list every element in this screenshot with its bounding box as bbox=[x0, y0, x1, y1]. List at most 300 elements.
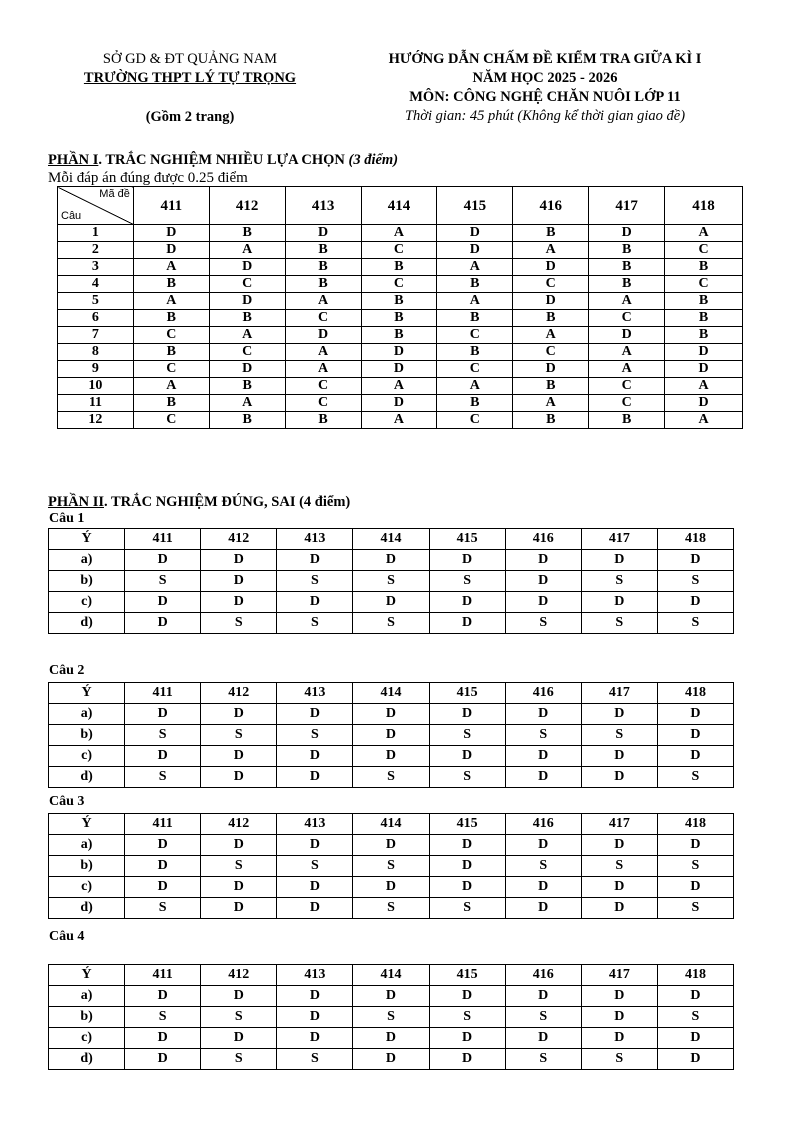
item-label-cell: b) bbox=[49, 1007, 125, 1028]
answer-cell: A bbox=[361, 378, 437, 395]
answer-cell: D bbox=[125, 550, 201, 571]
answer-cell: S bbox=[201, 1049, 277, 1070]
true-false-table bbox=[48, 813, 734, 919]
answer-cell: D bbox=[277, 550, 353, 571]
table-row bbox=[49, 856, 734, 877]
table-row bbox=[49, 986, 734, 1007]
answer-cell: B bbox=[589, 412, 665, 429]
answer-cell: C bbox=[133, 361, 209, 378]
answer-cell: A bbox=[209, 242, 285, 259]
answer-cell: D bbox=[353, 1049, 429, 1070]
answer-cell: D bbox=[505, 1028, 581, 1049]
answer-cell: B bbox=[513, 310, 589, 327]
answer-cell: D bbox=[581, 704, 657, 725]
answer-cell: D bbox=[657, 986, 733, 1007]
corner-bottom-label: Câu bbox=[61, 210, 82, 222]
answer-cell: B bbox=[285, 242, 361, 259]
answer-cell: D bbox=[133, 242, 209, 259]
exam-code-header: 418 bbox=[657, 814, 733, 835]
answer-cell: D bbox=[201, 767, 277, 788]
answer-cell: C bbox=[665, 242, 743, 259]
answer-cell: B bbox=[513, 412, 589, 429]
answer-cell: D bbox=[201, 898, 277, 919]
answer-cell: B bbox=[209, 225, 285, 242]
exam-code-header: 416 bbox=[505, 683, 581, 704]
page-count: (Gồm 2 trang) bbox=[145, 109, 235, 125]
table-row bbox=[58, 412, 743, 429]
table-row bbox=[49, 592, 734, 613]
table-row bbox=[58, 395, 743, 412]
answer-cell: C bbox=[513, 276, 589, 293]
answer-cell: S bbox=[505, 856, 581, 877]
answer-cell: C bbox=[437, 412, 513, 429]
answer-cell: B bbox=[589, 276, 665, 293]
answer-cell: D bbox=[201, 704, 277, 725]
table-row bbox=[49, 1049, 734, 1070]
answer-cell: D bbox=[353, 746, 429, 767]
answer-cell: C bbox=[589, 310, 665, 327]
answer-cell: D bbox=[353, 986, 429, 1007]
answer-cell: S bbox=[353, 1007, 429, 1028]
part1-title: . TRẮC NGHIỆM NHIỀU LỰA CHỌN bbox=[98, 152, 349, 168]
exam-code-header: 418 bbox=[657, 683, 733, 704]
answer-cell: D bbox=[581, 835, 657, 856]
answer-cell: D bbox=[581, 877, 657, 898]
answer-cell: D bbox=[125, 877, 201, 898]
answer-cell: S bbox=[581, 856, 657, 877]
question-number-cell: 3 bbox=[58, 259, 134, 276]
answer-cell: D bbox=[429, 550, 505, 571]
item-label-cell: a) bbox=[49, 704, 125, 725]
answer-cell: S bbox=[277, 725, 353, 746]
answer-cell: B bbox=[513, 378, 589, 395]
time-line: Thời gian: 45 phút (Không kể thời gian giao đề) bbox=[404, 108, 686, 124]
answer-cell: S bbox=[125, 571, 201, 592]
answer-cell: C bbox=[285, 310, 361, 327]
answer-cell: A bbox=[361, 412, 437, 429]
question-number-cell: 6 bbox=[58, 310, 134, 327]
answer-cell: A bbox=[437, 259, 513, 276]
answer-cell: D bbox=[505, 746, 581, 767]
true-false-table bbox=[48, 528, 734, 634]
answer-cell: D bbox=[429, 1028, 505, 1049]
answer-cell: D bbox=[505, 898, 581, 919]
answer-cell: S bbox=[429, 725, 505, 746]
item-label-cell: d) bbox=[49, 898, 125, 919]
answer-cell: D bbox=[657, 592, 733, 613]
table-row bbox=[58, 225, 743, 242]
answer-cell: S bbox=[429, 898, 505, 919]
question-number-cell: 5 bbox=[58, 293, 134, 310]
question-number-cell: 11 bbox=[58, 395, 134, 412]
table-row bbox=[58, 293, 743, 310]
answer-cell: D bbox=[429, 592, 505, 613]
answer-cell: A bbox=[513, 327, 589, 344]
answer-cell: D bbox=[353, 725, 429, 746]
exam-code-header: 416 bbox=[505, 965, 581, 986]
table-row bbox=[49, 1028, 734, 1049]
answer-cell: D bbox=[581, 550, 657, 571]
answer-cell: C bbox=[133, 412, 209, 429]
answer-cell: S bbox=[505, 725, 581, 746]
item-label-cell: d) bbox=[49, 613, 125, 634]
exam-code-header: 411 bbox=[125, 683, 201, 704]
answer-cell: D bbox=[581, 898, 657, 919]
answer-cell: D bbox=[201, 986, 277, 1007]
answer-cell: D bbox=[209, 259, 285, 276]
exam-code-header: 413 bbox=[277, 683, 353, 704]
answer-cell: A bbox=[285, 293, 361, 310]
answer-cell: B bbox=[437, 344, 513, 361]
exam-code-header: 416 bbox=[505, 529, 581, 550]
answer-cell: D bbox=[353, 1028, 429, 1049]
item-header: Ý bbox=[49, 529, 125, 550]
item-label-cell: c) bbox=[49, 592, 125, 613]
table-row bbox=[58, 344, 743, 361]
answer-cell: S bbox=[429, 571, 505, 592]
answer-cell: A bbox=[513, 242, 589, 259]
answer-cell: A bbox=[665, 225, 743, 242]
table-row bbox=[58, 276, 743, 293]
answer-cell: B bbox=[209, 412, 285, 429]
answer-cell: D bbox=[201, 1028, 277, 1049]
answer-cell: D bbox=[505, 592, 581, 613]
exam-code-header: 417 bbox=[581, 683, 657, 704]
answer-cell: S bbox=[353, 767, 429, 788]
answer-cell: C bbox=[285, 378, 361, 395]
answer-cell: D bbox=[201, 877, 277, 898]
exam-code-header: 414 bbox=[353, 965, 429, 986]
item-label-cell: c) bbox=[49, 746, 125, 767]
answer-cell: B bbox=[133, 310, 209, 327]
answer-cell: S bbox=[201, 856, 277, 877]
answer-cell: C bbox=[589, 378, 665, 395]
answer-cell: S bbox=[657, 898, 733, 919]
answer-cell: D bbox=[513, 293, 589, 310]
answer-cell: D bbox=[125, 1028, 201, 1049]
header-left bbox=[55, 50, 325, 127]
answer-cell: D bbox=[657, 1028, 733, 1049]
answer-cell: D bbox=[125, 1049, 201, 1070]
answer-cell: A bbox=[665, 412, 743, 429]
table-header-row bbox=[49, 965, 734, 986]
exam-code-header: 413 bbox=[285, 187, 361, 225]
answer-cell: S bbox=[657, 1007, 733, 1028]
answer-cell: D bbox=[665, 395, 743, 412]
answer-cell: D bbox=[277, 1007, 353, 1028]
answer-cell: B bbox=[133, 395, 209, 412]
part2-heading bbox=[48, 493, 350, 511]
question-number-cell: 9 bbox=[58, 361, 134, 378]
answer-cell: S bbox=[201, 1007, 277, 1028]
answer-cell: B bbox=[209, 310, 285, 327]
table-header-row bbox=[49, 683, 734, 704]
exam-code-header: 413 bbox=[277, 529, 353, 550]
answer-cell: D bbox=[277, 898, 353, 919]
answer-cell: A bbox=[285, 344, 361, 361]
exam-code-header: 412 bbox=[201, 529, 277, 550]
exam-code-header: 413 bbox=[277, 965, 353, 986]
answer-cell: S bbox=[277, 856, 353, 877]
answer-cell: S bbox=[429, 767, 505, 788]
answer-cell: C bbox=[361, 276, 437, 293]
answer-cell: D bbox=[125, 856, 201, 877]
answer-cell: S bbox=[657, 571, 733, 592]
answer-cell: C bbox=[437, 327, 513, 344]
exam-code-header: 417 bbox=[589, 187, 665, 225]
table-row bbox=[58, 361, 743, 378]
answer-cell: A bbox=[513, 395, 589, 412]
table-row bbox=[49, 1007, 734, 1028]
answer-cell: D bbox=[201, 746, 277, 767]
answer-cell: A bbox=[133, 293, 209, 310]
exam-code-header: 415 bbox=[429, 683, 505, 704]
answer-cell: D bbox=[285, 225, 361, 242]
answer-cell: D bbox=[505, 877, 581, 898]
answer-cell: D bbox=[657, 746, 733, 767]
subject-line: MÔN: CÔNG NGHỆ CHĂN NUÔI LỚP 11 bbox=[409, 89, 681, 105]
answer-cell: B bbox=[361, 310, 437, 327]
answer-cell: D bbox=[513, 361, 589, 378]
question-number-cell: 2 bbox=[58, 242, 134, 259]
answer-cell: A bbox=[665, 378, 743, 395]
answer-cell: S bbox=[125, 767, 201, 788]
answer-cell: A bbox=[133, 259, 209, 276]
answer-cell: D bbox=[505, 550, 581, 571]
answer-cell: D bbox=[505, 835, 581, 856]
answer-cell: B bbox=[589, 242, 665, 259]
part1-answer-table bbox=[57, 186, 743, 429]
answer-cell: S bbox=[581, 725, 657, 746]
table-row bbox=[58, 310, 743, 327]
answer-cell: D bbox=[581, 986, 657, 1007]
answer-cell: D bbox=[429, 877, 505, 898]
item-label-cell: a) bbox=[49, 835, 125, 856]
table-row bbox=[58, 242, 743, 259]
answer-cell: B bbox=[665, 259, 743, 276]
answer-cell: D bbox=[361, 344, 437, 361]
exam-code-header: 413 bbox=[277, 814, 353, 835]
answer-cell: D bbox=[353, 592, 429, 613]
answer-cell: B bbox=[133, 276, 209, 293]
answer-cell: S bbox=[125, 1007, 201, 1028]
answer-cell: D bbox=[125, 592, 201, 613]
exam-code-header: 415 bbox=[429, 814, 505, 835]
answer-cell: D bbox=[429, 704, 505, 725]
answer-cell: D bbox=[361, 395, 437, 412]
answer-cell: D bbox=[657, 704, 733, 725]
table-row bbox=[49, 877, 734, 898]
answer-cell: B bbox=[665, 310, 743, 327]
answer-cell: D bbox=[657, 550, 733, 571]
answer-cell: D bbox=[353, 704, 429, 725]
answer-cell: S bbox=[201, 613, 277, 634]
answer-cell: S bbox=[657, 613, 733, 634]
header-right bbox=[345, 50, 745, 126]
answer-cell: B bbox=[133, 344, 209, 361]
exam-code-header: 415 bbox=[437, 187, 513, 225]
table-row bbox=[49, 550, 734, 571]
table-header-row bbox=[49, 814, 734, 835]
school-year: NĂM HỌC 2025 - 2026 bbox=[472, 70, 618, 86]
answer-cell: D bbox=[125, 835, 201, 856]
answer-cell: S bbox=[277, 571, 353, 592]
answer-cell: S bbox=[581, 1049, 657, 1070]
answer-cell: D bbox=[657, 877, 733, 898]
answer-cell: D bbox=[209, 293, 285, 310]
answer-cell: D bbox=[361, 361, 437, 378]
answer-cell: A bbox=[361, 225, 437, 242]
answer-cell: D bbox=[589, 327, 665, 344]
answer-cell: D bbox=[125, 704, 201, 725]
part2-label: PHẦN II bbox=[48, 494, 104, 510]
answer-cell: C bbox=[361, 242, 437, 259]
answer-cell: S bbox=[429, 1007, 505, 1028]
answer-cell: B bbox=[513, 225, 589, 242]
answer-cell: D bbox=[277, 767, 353, 788]
true-false-table bbox=[48, 682, 734, 788]
question-number-cell: 10 bbox=[58, 378, 134, 395]
question-label: Câu 3 bbox=[49, 794, 85, 809]
table-row bbox=[49, 613, 734, 634]
answer-cell: C bbox=[209, 276, 285, 293]
answer-cell: A bbox=[589, 293, 665, 310]
exam-code-header: 412 bbox=[201, 683, 277, 704]
answer-cell: D bbox=[285, 327, 361, 344]
answer-cell: D bbox=[505, 704, 581, 725]
item-label-cell: b) bbox=[49, 856, 125, 877]
answer-cell: B bbox=[361, 293, 437, 310]
table-header-row bbox=[49, 529, 734, 550]
item-header: Ý bbox=[49, 965, 125, 986]
exam-code-header: 414 bbox=[353, 683, 429, 704]
answer-cell: D bbox=[201, 571, 277, 592]
answer-cell: A bbox=[285, 361, 361, 378]
item-label-cell: d) bbox=[49, 767, 125, 788]
exam-code-header: 418 bbox=[657, 965, 733, 986]
exam-code-header: 412 bbox=[209, 187, 285, 225]
answer-cell: D bbox=[201, 550, 277, 571]
answer-cell: D bbox=[201, 835, 277, 856]
answer-cell: D bbox=[353, 877, 429, 898]
exam-code-header: 414 bbox=[353, 529, 429, 550]
exam-code-header: 411 bbox=[125, 965, 201, 986]
exam-code-header: 415 bbox=[429, 965, 505, 986]
answer-cell: S bbox=[581, 571, 657, 592]
answer-cell: A bbox=[133, 378, 209, 395]
answer-cell: B bbox=[361, 259, 437, 276]
table-row bbox=[49, 725, 734, 746]
answer-cell: D bbox=[665, 344, 743, 361]
answer-cell: D bbox=[429, 986, 505, 1007]
exam-code-header: 414 bbox=[353, 814, 429, 835]
answer-cell: D bbox=[277, 746, 353, 767]
answer-cell: D bbox=[201, 592, 277, 613]
table-row bbox=[58, 259, 743, 276]
true-false-table bbox=[48, 964, 734, 1070]
answer-cell: A bbox=[209, 395, 285, 412]
answer-cell: S bbox=[353, 613, 429, 634]
answer-cell: D bbox=[505, 986, 581, 1007]
answer-cell: D bbox=[513, 259, 589, 276]
answer-cell: D bbox=[429, 856, 505, 877]
answer-cell: D bbox=[581, 746, 657, 767]
answer-cell: D bbox=[657, 835, 733, 856]
question-label: Câu 1 bbox=[49, 511, 85, 526]
question-number-cell: 8 bbox=[58, 344, 134, 361]
answer-cell: B bbox=[285, 259, 361, 276]
table-row bbox=[49, 571, 734, 592]
answer-cell: D bbox=[581, 592, 657, 613]
exam-code-header: 412 bbox=[201, 965, 277, 986]
answer-cell: B bbox=[437, 395, 513, 412]
answer-cell: B bbox=[437, 310, 513, 327]
part2-title: . TRẮC NGHIỆM ĐÚNG, SAI (4 điểm) bbox=[104, 494, 351, 510]
question-number-cell: 4 bbox=[58, 276, 134, 293]
answer-cell: S bbox=[353, 571, 429, 592]
answer-cell: D bbox=[581, 1007, 657, 1028]
answer-cell: D bbox=[133, 225, 209, 242]
answer-cell: S bbox=[353, 898, 429, 919]
table-row bbox=[49, 898, 734, 919]
answer-cell: S bbox=[277, 613, 353, 634]
item-label-cell: c) bbox=[49, 877, 125, 898]
answer-cell: C bbox=[209, 344, 285, 361]
answer-cell: D bbox=[209, 361, 285, 378]
item-label-cell: c) bbox=[49, 1028, 125, 1049]
answer-cell: B bbox=[665, 327, 743, 344]
answer-cell: D bbox=[657, 1049, 733, 1070]
doc-title: HƯỚNG DẪN CHẤM ĐỀ KIỂM TRA GIỮA KÌ I bbox=[388, 51, 702, 67]
answer-cell: D bbox=[353, 550, 429, 571]
answer-cell: S bbox=[657, 767, 733, 788]
exam-code-header: 416 bbox=[505, 814, 581, 835]
exam-code-header: 415 bbox=[429, 529, 505, 550]
answer-cell: C bbox=[133, 327, 209, 344]
item-label-cell: a) bbox=[49, 986, 125, 1007]
answer-cell: B bbox=[589, 259, 665, 276]
table-header-row bbox=[58, 187, 743, 225]
answer-cell: C bbox=[285, 395, 361, 412]
table-row bbox=[49, 746, 734, 767]
answer-cell: B bbox=[285, 412, 361, 429]
answer-cell: D bbox=[125, 986, 201, 1007]
answer-cell: D bbox=[277, 986, 353, 1007]
exam-code-header: 411 bbox=[125, 814, 201, 835]
answer-cell: C bbox=[437, 361, 513, 378]
part1-note: Mỗi đáp án đúng được 0.25 điểm bbox=[48, 170, 248, 186]
exam-code-header: 417 bbox=[581, 965, 657, 986]
school-name: TRƯỜNG THPT LÝ TỰ TRỌNG bbox=[83, 70, 297, 86]
exam-code-header: 417 bbox=[581, 814, 657, 835]
answer-cell: B bbox=[437, 276, 513, 293]
item-header: Ý bbox=[49, 683, 125, 704]
question-number-cell: 7 bbox=[58, 327, 134, 344]
answer-cell: A bbox=[589, 344, 665, 361]
item-label-cell: a) bbox=[49, 550, 125, 571]
exam-code-header: 414 bbox=[361, 187, 437, 225]
answer-cell: D bbox=[277, 704, 353, 725]
answer-cell: S bbox=[505, 1049, 581, 1070]
answer-cell: S bbox=[505, 613, 581, 634]
exam-code-header: 418 bbox=[665, 187, 743, 225]
answer-cell: B bbox=[361, 327, 437, 344]
answer-cell: D bbox=[125, 746, 201, 767]
answer-cell: D bbox=[589, 225, 665, 242]
exam-code-header: 416 bbox=[513, 187, 589, 225]
corner-cell bbox=[58, 187, 134, 225]
answer-cell: C bbox=[589, 395, 665, 412]
